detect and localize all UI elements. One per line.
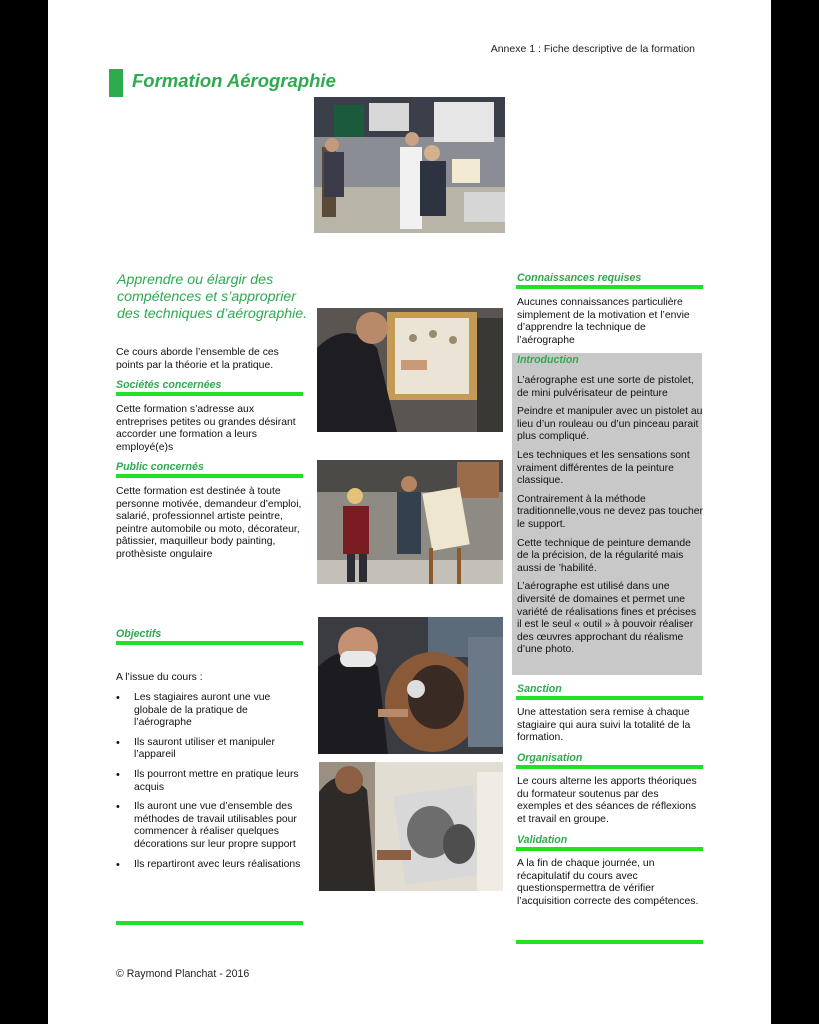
annex-note: Annexe 1 : Fiche descriptive de la formation [490, 43, 695, 55]
section-rule [516, 285, 703, 289]
intro-paragraph: L’aérographe est utilisé dans une diversité de domaines et permet une variété de réalisations fines et précises il est le seul « outil » à pouvoir réaliser des œuvres approchant du réalisme d’une photo. [517, 581, 697, 656]
list-item: • Ils pourront mettre en pratique leurs acquis [116, 769, 306, 794]
sanction-text: Une attestation sera remise à chaque stagiaire qui aura suivi la totalité de la formation. [517, 707, 691, 744]
objectifs-lead: A l’issue du cours : [116, 672, 203, 683]
introduction-text [517, 375, 703, 663]
list-item: • Ils auront une vue d’ensemble des méthodes de travail utilisables pour commencer à réaliser quelques décorations sur leur propre support [116, 801, 306, 851]
societes-text: Cette formation s’adresse aux entreprises petites ou grandes désirant accorder une formation a leurs employé(e)s [116, 404, 296, 453]
section-rule [516, 940, 703, 944]
objectifs-title: Objectifs [116, 628, 162, 640]
section-rule [516, 696, 703, 700]
section-rule [516, 847, 703, 851]
validation-text: A la fin de chaque journée, un récapitulatif du cours avec questionspermettra de vérifier l’acquisition correcte des compétences. [517, 858, 699, 907]
section-rule [116, 921, 303, 925]
list-item: • Les stagiaires auront une vue globale de la pratique de l’aérographe [116, 692, 306, 730]
societes-title: Sociétés concernées [116, 379, 222, 391]
intro-heading: Apprendre ou élargir des compétences et s’approprier des techniques d’aérographie. [117, 272, 308, 322]
sanction-title: Sanction [517, 683, 562, 695]
section-rule [516, 765, 703, 769]
list-item: • Ils sauront utiliser et manipuler l’appareil [116, 737, 306, 762]
studio-photo [314, 97, 505, 233]
page-title: Formation Aérographie [132, 70, 336, 91]
intro-paragraph: Les techniques et les sensations sont vraiment différentes de la peinture classique. [517, 449, 690, 487]
introduction-title: Introduction [517, 354, 579, 366]
copyright-footer: © Raymond Planchat - 2016 [116, 968, 250, 980]
section-rule [116, 641, 303, 645]
objectifs-list [116, 692, 306, 878]
validation-title: Validation [517, 834, 568, 846]
photo-easel-demo [317, 460, 503, 584]
intro-paragraph: Cette technique de peinture demande de la précision, de la régularité mais aussi de ’habilité. [517, 537, 691, 574]
title-accent-bar [109, 69, 123, 97]
intro-text: Ce cours aborde l’ensemble de ces points par la théorie et la pratique. [116, 347, 279, 371]
section-rule [116, 392, 303, 396]
list-item: • Ils repartiront avec leurs réalisations [116, 859, 306, 872]
photo-sketch-painting [319, 762, 503, 891]
organisation-text: Le cours alterne les apports théoriques du formateur soutenus par des exemples et des séances de réflexions et travail en groupe. [517, 776, 697, 825]
public-title: Public concernés [116, 461, 204, 473]
intro-paragraph: Contrairement à la méthode traditionnelle,vous ne devez pas toucher le support. [517, 493, 703, 530]
intro-paragraph: L’aérographe est une sorte de pistolet, de mini pulvérisateur de peinture [517, 375, 694, 399]
connaissances-text: Aucunes connaissances particulière simplement de la motivation et l’envie d’apprendre la technique de l’aérographe [517, 297, 690, 346]
organisation-title: Organisation [517, 752, 583, 764]
connaissances-title: Connaissances requises [517, 272, 642, 284]
public-text: Cette formation est destinée à toute personne motivée, demandeur d’emploi, salarié, professionnel artiste peintre, peintre automobile ou moto, décorateur, pâtissier, maquilleur body painting, prothèsiste ongulaire [116, 486, 302, 560]
document-page [48, 0, 771, 1024]
section-rule [116, 474, 303, 478]
photo-airbrush-panel [317, 308, 503, 432]
intro-paragraph: Peindre et manipuler avec un pistolet au lieu d’un rouleau ou d’un pinceau parait plus compliqué. [517, 406, 703, 443]
photo-helmet-painting [318, 617, 503, 754]
